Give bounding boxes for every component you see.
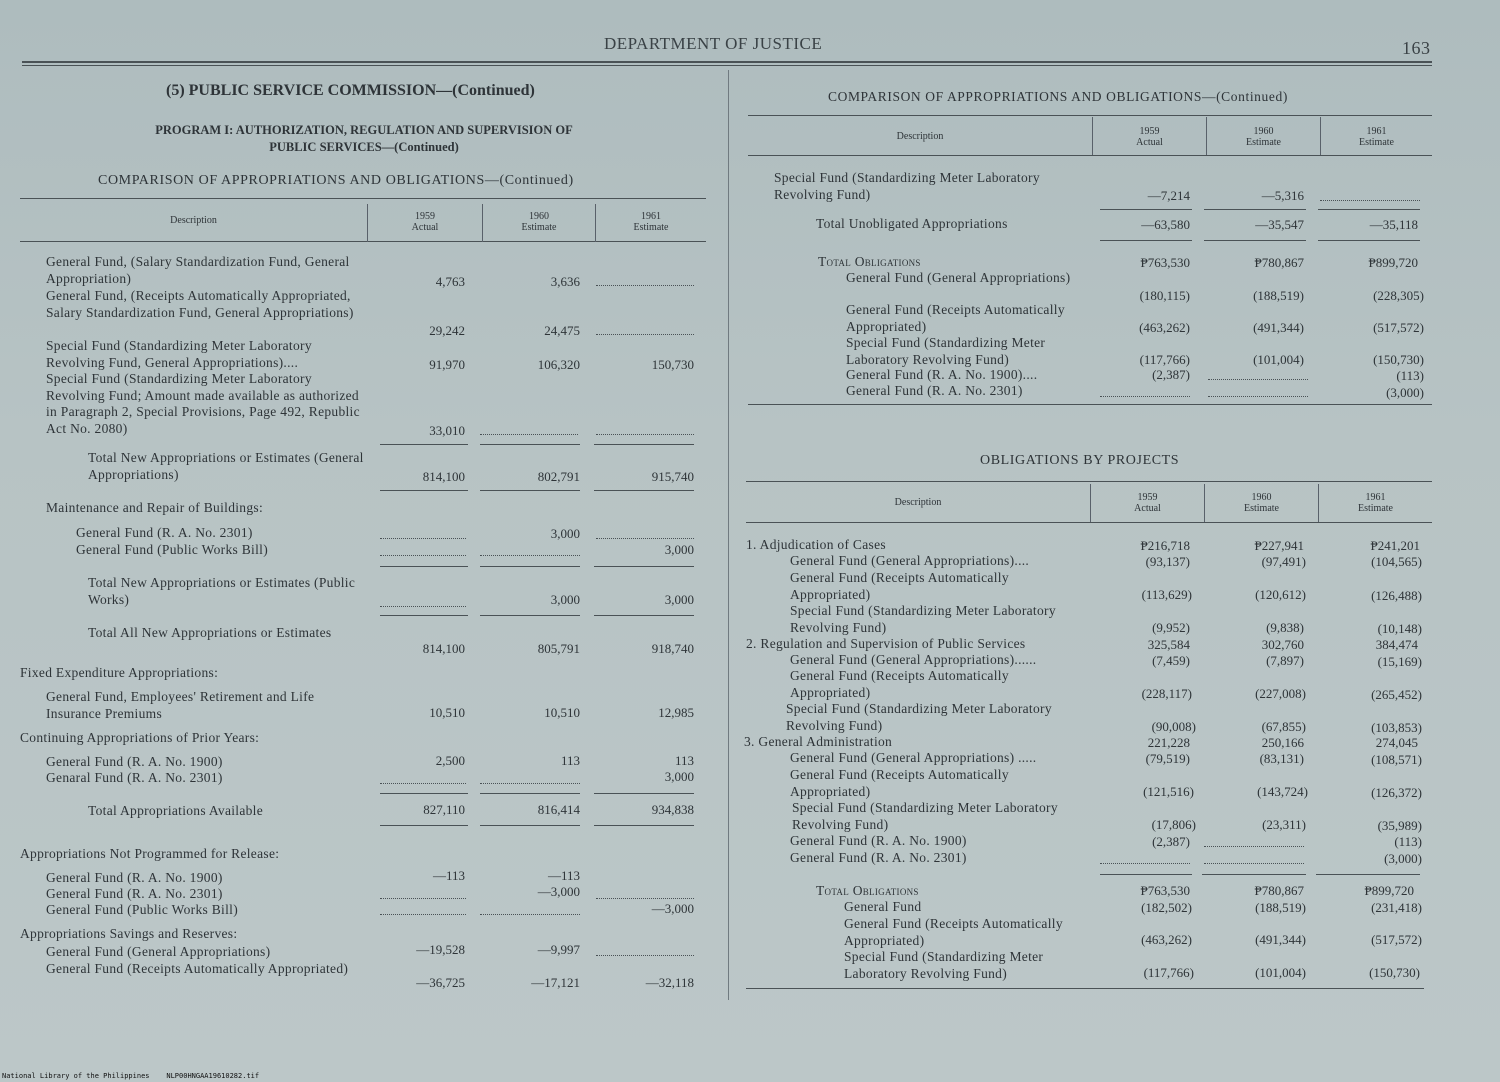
table-cell: —3,000 [651, 901, 694, 916]
col-description: Description [896, 131, 944, 142]
table-bottom-rule [748, 404, 1432, 405]
subtotal-rule [380, 490, 468, 491]
table-cell: 805,791 [537, 641, 580, 656]
subtotal-rule [594, 490, 694, 491]
table-cell: 3,000 [550, 592, 580, 607]
col-1960: 1960 Estimate [521, 211, 557, 233]
table-cell: (103,853) [1371, 720, 1422, 735]
subtotal-rule [1316, 874, 1420, 875]
table-row-label: Total Appropriations Available [88, 803, 264, 818]
leader-dots [596, 897, 694, 899]
table-cell: (517,572) [1371, 932, 1422, 947]
table-row-label: Special Fund (Standardizing Meter Laboratory Revolving Fund) [792, 800, 1058, 832]
subtotal-rule [1202, 874, 1306, 875]
table-cell: (117,766) [1143, 965, 1194, 980]
subtotal-rule [1204, 240, 1306, 241]
leader-dots [596, 433, 694, 435]
table-cell: ₱763,530 [1140, 255, 1190, 270]
leader-dots [1100, 395, 1190, 397]
col-1961: 1961 Estimate [1358, 492, 1393, 514]
section-title: (5) PUBLIC SERVICE COMMISSION—(Continued) [166, 82, 535, 99]
table-cell: 4,763 [435, 274, 465, 289]
group-heading: Appropriations Savings and Reserves: [20, 926, 238, 941]
table-cell: 150,730 [651, 357, 694, 372]
table-row-label: General Fund (R. A. No. 1900) [790, 833, 967, 848]
table-cell: —19,528 [416, 942, 465, 957]
subtotal-rule [380, 825, 468, 826]
table-cell: —63,580 [1141, 217, 1190, 232]
col-description: Description [894, 497, 942, 508]
table-cell: 3,000 [664, 542, 694, 557]
left-table-title: COMPARISON OF APPROPRIATIONS AND OBLIGATIONS—(Continued) [98, 173, 574, 188]
col-1959: 1959 Actual [411, 211, 439, 233]
col-1961: 1961 Estimate [633, 211, 669, 233]
col-1960: 1960 Estimate [1246, 126, 1281, 148]
table-row-label: General Fund, (Receipts Automatically Appropriated, Salary Standardization Fund, General Appropriations) [46, 288, 354, 320]
subtotal-rule [480, 793, 580, 794]
leader-dots [380, 537, 466, 539]
table-cell: (463,262) [1139, 320, 1190, 335]
table-cell: (227,008) [1255, 686, 1306, 701]
running-head: DEPARTMENT OF JUSTICE [604, 34, 823, 53]
table-cell: 10,510 [429, 705, 465, 720]
table-cell: 816,414 [537, 802, 580, 817]
table-cell: 10,510 [544, 705, 580, 720]
table-cell: —9,997 [537, 942, 580, 957]
table-cell: (180,115) [1139, 288, 1190, 303]
table-cell: 113 [560, 753, 580, 768]
table-row-label: Total All New Appropriations or Estimates [88, 625, 332, 640]
table-cell: 915,740 [651, 469, 694, 484]
table-row-label: Special Fund (Standardizing Meter Laboratory Revolving Fund) [846, 335, 1046, 367]
leader-dots [480, 782, 580, 784]
table-cell: (90,008) [1151, 719, 1196, 734]
col-1960: 1960 Estimate [1244, 492, 1279, 514]
table-cell: (126,372) [1371, 785, 1422, 800]
table-cell: 221,228 [1147, 735, 1190, 750]
subtotal-rule [1204, 209, 1306, 210]
leader-dots [380, 913, 466, 915]
table-cell: —32,118 [645, 975, 694, 990]
table-cell: (101,004) [1255, 965, 1306, 980]
table-cell: (117,766) [1139, 352, 1190, 367]
table-cell: ₱780,867 [1254, 255, 1304, 270]
subtotal-rule [480, 825, 580, 826]
table-cell: 827,110 [423, 802, 465, 817]
group-heading: Maintenance and Repair of Buildings: [46, 500, 263, 515]
table-cell: (79,519) [1145, 751, 1190, 766]
table-cell: (188,519) [1253, 288, 1304, 303]
table-cell: —113 [432, 868, 465, 883]
table-cell: (108,571) [1371, 752, 1422, 767]
table-cell: 814,100 [422, 641, 465, 656]
table-cell: —7,214 [1147, 188, 1190, 203]
table-cell: ₱216,718 [1140, 538, 1190, 553]
leader-dots [380, 782, 466, 784]
table-cell: 3,000 [550, 526, 580, 541]
group-heading: Fixed Expenditure Appropriations: [20, 665, 219, 680]
table-cell: 3,636 [550, 274, 580, 289]
leader-dots [596, 284, 694, 286]
table-cell: (83,131) [1259, 751, 1304, 766]
column-divider [728, 70, 729, 1000]
table-cell: 12,985 [658, 705, 694, 720]
table-cell: 91,970 [429, 357, 465, 372]
table-cell: —36,725 [416, 975, 465, 990]
table-top-rule [748, 115, 1432, 116]
table-cell: (9,952) [1152, 620, 1190, 635]
table-cell: (9,838) [1266, 620, 1304, 635]
table-cell: ₱227,941 [1254, 538, 1304, 553]
table-cell: (121,516) [1143, 784, 1194, 799]
table-row-label: General Fund (R. A. No. 1900) [46, 754, 223, 769]
table-cell: (10,148) [1377, 621, 1422, 636]
leader-dots [1100, 862, 1190, 864]
table-head-rule [20, 241, 706, 242]
table-row-label: Total Obligations [816, 883, 919, 898]
table-cell: (188,519) [1255, 900, 1306, 915]
subtotal-rule [380, 444, 468, 445]
table-cell: 106,320 [537, 357, 580, 372]
table-cell: (97,491) [1261, 554, 1306, 569]
table-cell: (2,387) [1152, 834, 1190, 849]
table-cell: (265,452) [1371, 687, 1422, 702]
table-row-label: General Fund (R. A. No. 2301) [46, 886, 223, 901]
table-cell: (231,418) [1371, 900, 1422, 915]
table-cell: (143,724) [1257, 784, 1308, 799]
table-cell: 24,475 [544, 323, 580, 338]
table-cell: —17,121 [531, 975, 580, 990]
leader-dots [596, 954, 694, 956]
table-cell: 302,760 [1261, 637, 1304, 652]
table-row-label: 3. General Administration [744, 734, 893, 749]
table-row-label: Total Obligations [818, 254, 921, 269]
leader-dots [1208, 395, 1308, 397]
subtotal-rule [480, 490, 580, 491]
header-rule-thin [22, 65, 1432, 66]
subtotal-rule [594, 566, 694, 567]
table-cell: 250,166 [1261, 735, 1304, 750]
table-cell: 3,000 [664, 769, 694, 784]
table-cell: ₱899,720 [1364, 883, 1414, 898]
subtotal-rule [1100, 240, 1192, 241]
table-cell: —3,000 [537, 884, 580, 899]
table-row-label: General Fund (R. A. No. 2301) [846, 383, 1023, 398]
table-cell: (491,344) [1255, 932, 1306, 947]
table-row-label: General Fund (Receipts Automatically Appropriated) [46, 961, 349, 976]
leader-dots [1204, 862, 1304, 864]
table-row-label: General Fund (General Appropriations) [46, 944, 271, 959]
table-cell: 33,010 [429, 423, 465, 438]
header-rule [22, 61, 1432, 63]
table-row-label: Special Fund (Standardizing Meter Laboratory Revolving Fund; Amount made available as authorized in Paragraph 2, Special Provisions, Page 492, Republic Act No. 2080) [46, 371, 360, 436]
table-cell: 814,100 [422, 469, 465, 484]
table-cell: (3,000) [1386, 385, 1424, 400]
subtotal-rule [594, 825, 694, 826]
table-row-label: 2. Regulation and Supervision of Public Services [746, 636, 1026, 651]
table-cell: 918,740 [651, 641, 694, 656]
table-cell: (17,806) [1151, 817, 1196, 832]
table-head-rule [746, 522, 1432, 523]
table-row-label: General Fund (Public Works Bill) [76, 542, 268, 557]
subtotal-rule [1318, 240, 1420, 241]
table-cell: (182,502) [1141, 900, 1192, 915]
table-cell: (150,730) [1369, 965, 1420, 980]
table-cell: —35,118 [1369, 217, 1418, 232]
page-number: 163 [1402, 38, 1431, 58]
subtotal-rule [380, 615, 468, 616]
table-cell: 384,474 [1375, 637, 1418, 652]
table-row-label: Genaral Fund (R. A. No. 2301) [46, 770, 223, 785]
leader-dots [596, 537, 694, 539]
table-cell: (463,262) [1141, 932, 1192, 947]
table-row-label: General Fund (Receipts Automatically Appropriated) [790, 570, 1009, 602]
subtotal-rule [480, 444, 580, 445]
table-cell: (120,612) [1255, 587, 1306, 602]
table-cell: —113 [547, 868, 580, 883]
table-cell: (104,565) [1371, 554, 1422, 569]
table-row-label: General Fund (R. A. No. 2301) [76, 525, 253, 540]
subtotal-rule [480, 566, 580, 567]
table-cell: (7,459) [1152, 653, 1190, 668]
subtotal-rule [1100, 874, 1192, 875]
subtotal-rule [594, 444, 694, 445]
table-cell: ₱780,867 [1254, 883, 1304, 898]
table-cell: (23,311) [1262, 817, 1306, 832]
table-row-label: General Fund [844, 899, 922, 914]
table-cell: —35,547 [1255, 217, 1304, 232]
table-row-label: Total New Appropriations or Estimates (Public Works) [88, 575, 356, 607]
table-cell: ₱241,201 [1370, 538, 1420, 553]
table-cell: ₱763,530 [1140, 883, 1190, 898]
table-row-label: General Fund (General Appropriations)...... [790, 652, 1037, 667]
leader-dots [480, 433, 578, 435]
table-cell: (15,169) [1377, 654, 1422, 669]
subtotal-rule [380, 566, 468, 567]
table-cell: (113,629) [1141, 587, 1192, 602]
table-row-label: General Fund, (Salary Standardization Fund, General Appropriation) [46, 254, 350, 286]
table-cell: 113 [674, 753, 694, 768]
table-row-label: General Fund (General Appropriations) ..... [790, 750, 1037, 765]
table-row-label: General Fund (Public Works Bill) [46, 902, 238, 917]
table-cell: (2,387) [1152, 367, 1190, 382]
leader-dots [1320, 199, 1420, 201]
col-1959: 1959 Actual [1136, 126, 1163, 148]
table-cell: (228,117) [1141, 686, 1192, 701]
table-row-label: General Fund (General Appropriations) [846, 270, 1071, 285]
table-bottom-rule [746, 988, 1424, 989]
table-row-label: Total New Appropriations or Estimates (General Appropriations) [88, 450, 364, 482]
table-row-label: Total Unobligated Appropriations [816, 216, 1008, 231]
table-cell: 3,000 [664, 592, 694, 607]
table-cell: (7,897) [1266, 653, 1304, 668]
table-top-rule [20, 198, 706, 199]
table-row-label: General Fund (R. A. No. 2301) [790, 850, 967, 865]
subtotal-rule [1100, 209, 1192, 210]
table-cell: (35,989) [1377, 818, 1422, 833]
table-row-label: Special Fund (Standardizing Meter Laboratory Revolving Fund) [786, 701, 1052, 733]
table-cell: (67,855) [1261, 719, 1306, 734]
table-cell: 325,584 [1147, 637, 1190, 652]
table-row-label: General Fund (R. A. No. 1900) [46, 870, 223, 885]
table-cell: (517,572) [1373, 320, 1424, 335]
col-1961: 1961 Estimate [1359, 126, 1394, 148]
table-row-label: General Fund (R. A. No. 1900).... [846, 367, 1038, 382]
subtotal-rule [380, 793, 468, 794]
col-1959: 1959 Actual [1134, 492, 1161, 514]
table-row-label: General Fund (General Appropriations).... [790, 553, 1030, 568]
leader-dots [1208, 378, 1308, 380]
table-row-label: Special Fund (Standardizing Meter Laboratory Revolving Fund) [790, 603, 1056, 635]
table-row-label: General Fund (Receipts Automatically Appropriated) [844, 916, 1063, 948]
table-top-rule [746, 481, 1432, 482]
leader-dots [380, 605, 466, 607]
col-description: Description [170, 215, 217, 226]
leader-dots [1204, 845, 1304, 847]
table-row-label: Special Fund (Standardizing Meter Laboratory Revolving Fund, General Appropriations).... [46, 338, 312, 370]
table-cell: ₱899,720 [1368, 255, 1418, 270]
table-row-label: General Fund, Employees' Retirement and Life Insurance Premiums [46, 689, 315, 721]
right-table-title: COMPARISON OF APPROPRIATIONS AND OBLIGATIONS—(Continued) [828, 89, 1288, 104]
table-cell: 274,045 [1375, 735, 1418, 750]
table-cell: (3,000) [1384, 851, 1422, 866]
table-row-label: 1. Adjudication of Cases [746, 537, 886, 552]
leader-dots [380, 897, 466, 899]
group-heading: Appropriations Not Programmed for Release: [20, 846, 280, 861]
leader-dots [480, 554, 580, 556]
table-cell: (93,137) [1145, 554, 1190, 569]
table-row-label: General Fund (Receipts Automatically Appropriated) [790, 668, 1009, 700]
table-cell: (126,488) [1371, 588, 1422, 603]
subtotal-rule [594, 793, 694, 794]
subtotal-rule [480, 615, 580, 616]
table-cell: 29,242 [429, 323, 465, 338]
table-cell: (150,730) [1373, 352, 1424, 367]
program-title: PROGRAM I: AUTHORIZATION, REGULATION AND SUPERVISION OF PUBLIC SERVICES—(Continued) [155, 123, 573, 154]
table-cell: 2,500 [435, 753, 465, 768]
group-heading: Continuing Appropriations of Prior Years: [20, 730, 260, 745]
leader-dots [596, 333, 694, 335]
table-row-label: General Fund (Receipts Automatically Appropriated) [846, 302, 1065, 334]
table-cell: (113) [1396, 368, 1424, 383]
table-row-label: Special Fund (Standardizing Meter Laboratory Revolving Fund) [774, 170, 1040, 202]
leader-dots [380, 554, 466, 556]
table-cell: 934,838 [651, 802, 694, 817]
table-cell: 802,791 [537, 469, 580, 484]
table-cell: (113) [1394, 834, 1422, 849]
table-head-rule [748, 155, 1432, 156]
table-cell: (228,305) [1373, 288, 1424, 303]
table-cell: —5,316 [1261, 188, 1304, 203]
table-cell: (491,344) [1253, 320, 1304, 335]
table-cell: (101,004) [1253, 352, 1304, 367]
table-row-label: Special Fund (Standardizing Meter Laboratory Revolving Fund) [844, 949, 1044, 981]
table-row-label: General Fund (Receipts Automatically Appropriated) [790, 767, 1009, 799]
projects-table-title: OBLIGATIONS BY PROJECTS [980, 453, 1180, 468]
scan-footer: National Library of the Philippines NLP00HNGAA19610282.tif [2, 1072, 260, 1080]
subtotal-rule [1318, 209, 1420, 210]
leader-dots [480, 913, 580, 915]
subtotal-rule [594, 615, 694, 616]
